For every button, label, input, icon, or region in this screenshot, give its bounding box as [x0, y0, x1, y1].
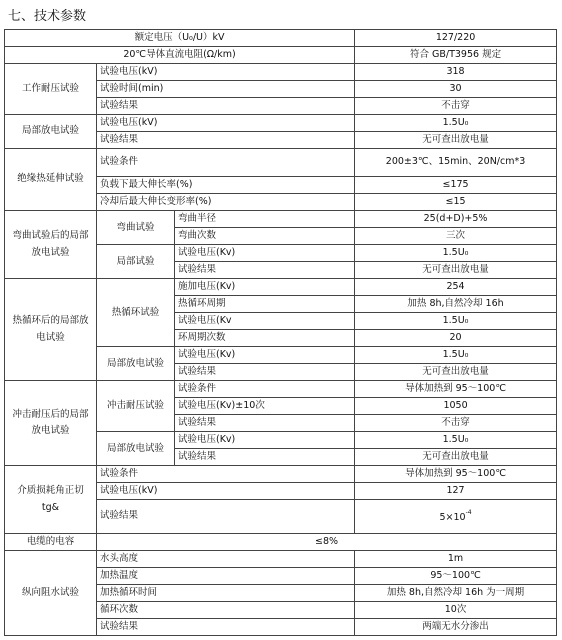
param-label: 试验结果 [97, 132, 355, 149]
param-value: 318 [355, 64, 557, 81]
bending-group: 弯曲试验后的局部放电试验 [5, 211, 97, 279]
param-label: 试验结果 [175, 364, 355, 381]
param-value: 两端无水分渗出 [355, 619, 557, 636]
param-label: 试验结果 [175, 449, 355, 466]
param-value: 1.5U₀ [355, 313, 557, 330]
water-group: 纵向阻水试验 [5, 551, 97, 636]
param-value: 加热 8h,自然冷却 16h 为一周期 [355, 585, 557, 602]
rated-voltage-value: 127/220 [355, 30, 557, 47]
param-value: 1050 [355, 398, 557, 415]
table-row [5, 381, 557, 398]
param-label: 试验条件 [175, 381, 355, 398]
param-value: 10次 [355, 602, 557, 619]
param-label: 弯曲半径 [175, 211, 355, 228]
conductor-resistance-value: 符合 GB/T3956 规定 [355, 47, 557, 64]
param-value: 无可查出放电量 [355, 364, 557, 381]
tan-delta-result [355, 500, 557, 534]
param-label: 施加电压(Kv) [175, 279, 355, 296]
param-label: 试验结果 [97, 500, 355, 534]
rated-voltage-row [5, 30, 557, 47]
param-label: 试验电压(Kv) [175, 245, 355, 262]
tan-delta-group: 介质损耗角正切 tg& [5, 466, 97, 534]
param-label: 试验电压(Kv) [175, 347, 355, 364]
param-label: 试验电压(kV) [97, 483, 355, 500]
param-value: 30 [355, 81, 557, 98]
param-label: 弯曲次数 [175, 228, 355, 245]
table-row [5, 211, 557, 228]
param-label: 热循环周期 [175, 296, 355, 313]
param-value: ≤175 [355, 177, 557, 194]
param-value: 1m [355, 551, 557, 568]
param-label: 环周期次数 [175, 330, 355, 347]
conductor-resistance-row [5, 47, 557, 64]
param-value: 不击穿 [355, 98, 557, 115]
param-label: 负载下最大伸长率(%) [97, 177, 355, 194]
param-label: 试验电压(Kv)±10次 [175, 398, 355, 415]
param-value: 1.5U₀ [355, 115, 557, 132]
param-value: ≤15 [355, 194, 557, 211]
thermal-cycle-group: 热循环后的局部放电试验 [5, 279, 97, 381]
param-value: 254 [355, 279, 557, 296]
capacitance-value: ≤8% [97, 534, 557, 551]
param-value: 导体加热到 95～100℃ [355, 466, 557, 483]
capacitance-label: 电缆的电容 [5, 534, 97, 551]
param-label: 试验结果 [97, 98, 355, 115]
tan-delta-exponent: -4 [465, 508, 472, 516]
param-value: 加热 8h,自然冷却 16h [355, 296, 557, 313]
param-label: 试验电压(kV) [97, 115, 355, 132]
tan-delta-base: 5×10 [439, 511, 466, 523]
param-value: 无可查出放电量 [355, 262, 557, 279]
param-value: 无可查出放电量 [355, 132, 557, 149]
param-value: 200±3℃、15min、20N/cm*3 [355, 149, 557, 177]
table-row [5, 466, 557, 483]
cycle-pd-sub-label: 局部放电试验 [97, 347, 175, 381]
hot-set-group: 绝缘热延伸试验 [5, 149, 97, 211]
param-label: 试验结果 [97, 619, 355, 636]
param-value: 1.5U₀ [355, 347, 557, 364]
table-row [5, 115, 557, 132]
param-label: 试验条件 [97, 466, 355, 483]
param-label: 试验电压(Kv) [175, 432, 355, 449]
table-row [5, 551, 557, 568]
table-row [5, 64, 557, 81]
param-value: 1.5U₀ [355, 245, 557, 262]
param-label: 冷却后最大伸长变形率(%) [97, 194, 355, 211]
tech-params-table [4, 29, 557, 636]
param-value: 25(d+D)+5% [355, 211, 557, 228]
param-value: 导体加热到 95～100℃ [355, 381, 557, 398]
param-label: 试验条件 [97, 149, 355, 177]
conductor-resistance-label: 20℃导体直流电阻(Ω/km) [5, 47, 355, 64]
bend-sub-label: 弯曲试验 [97, 211, 175, 245]
param-label: 试验时间(min) [97, 81, 355, 98]
pd-group: 局部放电试验 [5, 115, 97, 149]
table-row [5, 279, 557, 296]
power-freq-group: 工作耐压试验 [5, 64, 97, 115]
param-label: 加热温度 [97, 568, 355, 585]
param-value: 无可查出放电量 [355, 449, 557, 466]
param-value: 1.5U₀ [355, 432, 557, 449]
param-label: 循环次数 [97, 602, 355, 619]
section-title: 七、技术参数 [8, 9, 87, 24]
param-label: 加热循环时间 [97, 585, 355, 602]
param-value: 三次 [355, 228, 557, 245]
impulse-pd-sub-label: 局部放电试验 [97, 432, 175, 466]
impulse-group: 冲击耐压后的局部放电试验 [5, 381, 97, 466]
param-label: 试验电压(Kv [175, 313, 355, 330]
param-value: 95～100℃ [355, 568, 557, 585]
param-label: 试验结果 [175, 262, 355, 279]
param-label: 试验电压(kV) [97, 64, 355, 81]
bend-pd-sub-label: 局部试验 [97, 245, 175, 279]
capacitance-row [5, 534, 557, 551]
param-value: 不击穿 [355, 415, 557, 432]
param-label: 水头高度 [97, 551, 355, 568]
table-row [5, 149, 557, 177]
cycle-sub-label: 热循环试验 [97, 279, 175, 347]
rated-voltage-label: 额定电压（U₀/U）kV [5, 30, 355, 47]
impulse-sub-label: 冲击耐压试验 [97, 381, 175, 432]
param-value: 20 [355, 330, 557, 347]
param-label: 试验结果 [175, 415, 355, 432]
param-value: 127 [355, 483, 557, 500]
